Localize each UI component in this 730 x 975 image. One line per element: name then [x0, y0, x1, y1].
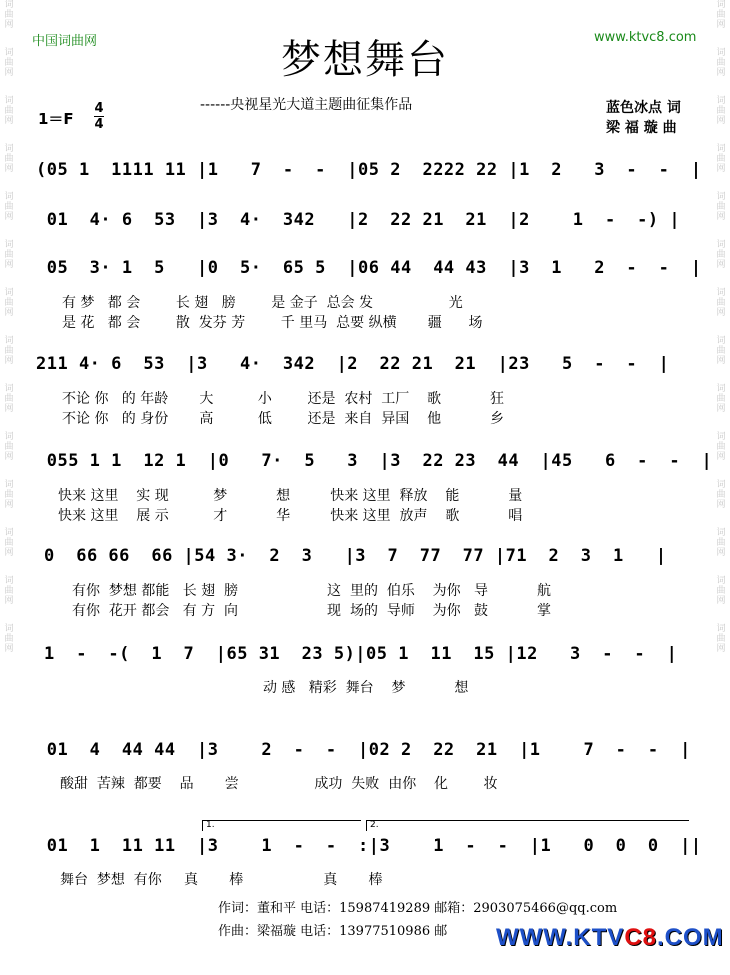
watermark-glyph: 词 曲 网: [716, 384, 726, 414]
watermark-glyph: 词 曲 网: [4, 528, 14, 558]
notation-row-8: 01 4 44 44 |3 2 - - |02 2 22 21 |1 7 - - |: [36, 740, 691, 760]
watermark-glyph: 词 曲 网: [4, 432, 14, 462]
watermark-glyph: 词 曲 网: [716, 576, 726, 606]
lyrics-row-8: 酸甜 苦辣 都要 品 尝 成功 失败 由你 化 妆: [60, 776, 498, 792]
watermark-glyph: 词 曲 网: [4, 480, 14, 510]
lyricist-credit: 蓝色冰点 词: [606, 100, 681, 116]
site-name-left[interactable]: 中国词曲网: [32, 34, 98, 49]
watermark-glyph: 词 曲 网: [4, 576, 14, 606]
watermark-glyph: 词 曲 网: [4, 144, 14, 174]
composer-credit: 梁 福 璇 曲: [606, 120, 677, 136]
watermark-glyph: 词 曲 网: [716, 144, 726, 174]
watermark-glyph: 词 曲 网: [4, 384, 14, 414]
site-url-right[interactable]: www.ktvc8.com: [594, 30, 697, 45]
meter-bottom: 4: [94, 117, 104, 132]
key-signature: 1＝F: [38, 110, 74, 128]
watermark-glyph: 词 曲 网: [4, 624, 14, 654]
lyrics-row-6-verse-1: 有你 梦想 都能 长 翅 膀 这 里的 伯乐 为你 导 航: [72, 583, 551, 599]
watermark-right: [712, 0, 730, 975]
watermark-glyph: 词 曲 网: [4, 288, 14, 318]
composer-contact: 作曲：梁福璇 电话：13977510986 邮: [218, 924, 448, 939]
lyrics-row-3-verse-1: 有 梦 都 会 长 翅 膀 是 金子 总会 发 光: [62, 295, 463, 311]
volta-second-ending: 2.: [366, 820, 689, 831]
watermark-glyph: 词 曲 网: [4, 96, 14, 126]
lyrics-row-9: 舞台 梦想 有你 真 棒 真 棒: [60, 872, 383, 888]
notation-row-5: 055 1 1 12 1 |0 7· 5 3 |3 22 23 44 |45 6 - - |: [36, 451, 713, 471]
lyricist-contact: 作词：董和平 电话：15987419289 邮箱：2903075466@qq.com: [218, 901, 618, 916]
notation-row-7: 1 - -( 1 7 |65 31 23 5)|05 1 11 15 |12 3 - - |: [44, 644, 678, 664]
lyrics-row-7: 动 感 精彩 舞台 梦 想: [36, 680, 469, 696]
watermark-glyph: 词 曲 网: [716, 480, 726, 510]
notation-row-6: 0 66 66 66 |54 3· 2 3 |3 7 77 77 |71 2 3 1 |: [44, 546, 667, 566]
time-signature: [94, 101, 104, 132]
lyrics-row-3-verse-2: 是 花 都 会 散 发芬 芳 千 里马 总要 纵横 疆 场: [62, 315, 483, 331]
volta-first-ending: 1.: [202, 820, 361, 831]
watermark-glyph: 词 曲 网: [716, 48, 726, 78]
logo-part-tail: .COM: [657, 924, 724, 951]
watermark-glyph: 词 曲 网: [4, 240, 14, 270]
lyrics-row-4-verse-1: 不论 你 的 年龄 大 小 还是 农村 工厂 歌 狂: [62, 391, 505, 407]
watermark-glyph: 词 曲 网: [716, 336, 726, 366]
watermark-glyph: 词 曲 网: [716, 0, 726, 30]
lyrics-row-4-verse-2: 不论 你 的 身份 高 低 还是 来自 异国 他 乡: [62, 411, 505, 427]
watermark-glyph: 词 曲 网: [716, 624, 726, 654]
lyrics-row-5-verse-2: 快来 这里 展 示 才 华 快来 这里 放声 歌 唱: [58, 508, 523, 524]
watermark-glyph: 词 曲 网: [716, 96, 726, 126]
notation-row-9: 01 1 11 11 |3 1 - - :|3 1 - - |1 0 0 0 ||: [36, 836, 702, 856]
watermark-glyph: 词 曲 网: [716, 528, 726, 558]
watermark-glyph: 词 曲 网: [4, 192, 14, 222]
song-title: 梦想舞台: [281, 37, 449, 83]
song-subtitle: ------央视星光大道主题曲征集作品: [200, 97, 413, 113]
lyrics-row-6-verse-2: 有你 花开 都会 有 方 向 现 场的 导师 为你 鼓 掌: [72, 603, 551, 619]
watermark-glyph: 词 曲 网: [716, 432, 726, 462]
notation-row-1: (05 1 1111 11 |1 7 - - |05 2 2222 22 |1 2 3 - - |: [36, 160, 702, 180]
watermark-glyph: 词 曲 网: [716, 288, 726, 318]
logo-part-red: C8: [624, 924, 657, 951]
meter-top: 4: [94, 101, 104, 116]
notation-row-3: 05 3· 1 5 |0 5· 65 5 |06 44 44 43 |3 1 2 - - |: [36, 258, 702, 278]
logo-part-blue: WWW.KTV: [496, 924, 625, 951]
watermark-glyph: 词 曲 网: [4, 336, 14, 366]
watermark-glyph: 词 曲 网: [716, 240, 726, 270]
watermark-glyph: 词 曲 网: [716, 192, 726, 222]
notation-row-4: 211 4· 6 53 |3 4· 342 |2 22 21 21 |23 5 - - |: [36, 354, 670, 374]
ktvc8-logo[interactable]: [496, 924, 724, 952]
watermark-glyph: 词 曲 网: [4, 48, 14, 78]
watermark-glyph: 词 曲 网: [4, 0, 14, 30]
notation-row-2: 01 4· 6 53 |3 4· 342 |2 22 21 21 |2 1 - -) |: [36, 210, 681, 230]
watermark-left: [0, 0, 18, 975]
lyrics-row-5-verse-1: 快来 这里 实 现 梦 想 快来 这里 释放 能 量: [58, 488, 523, 504]
